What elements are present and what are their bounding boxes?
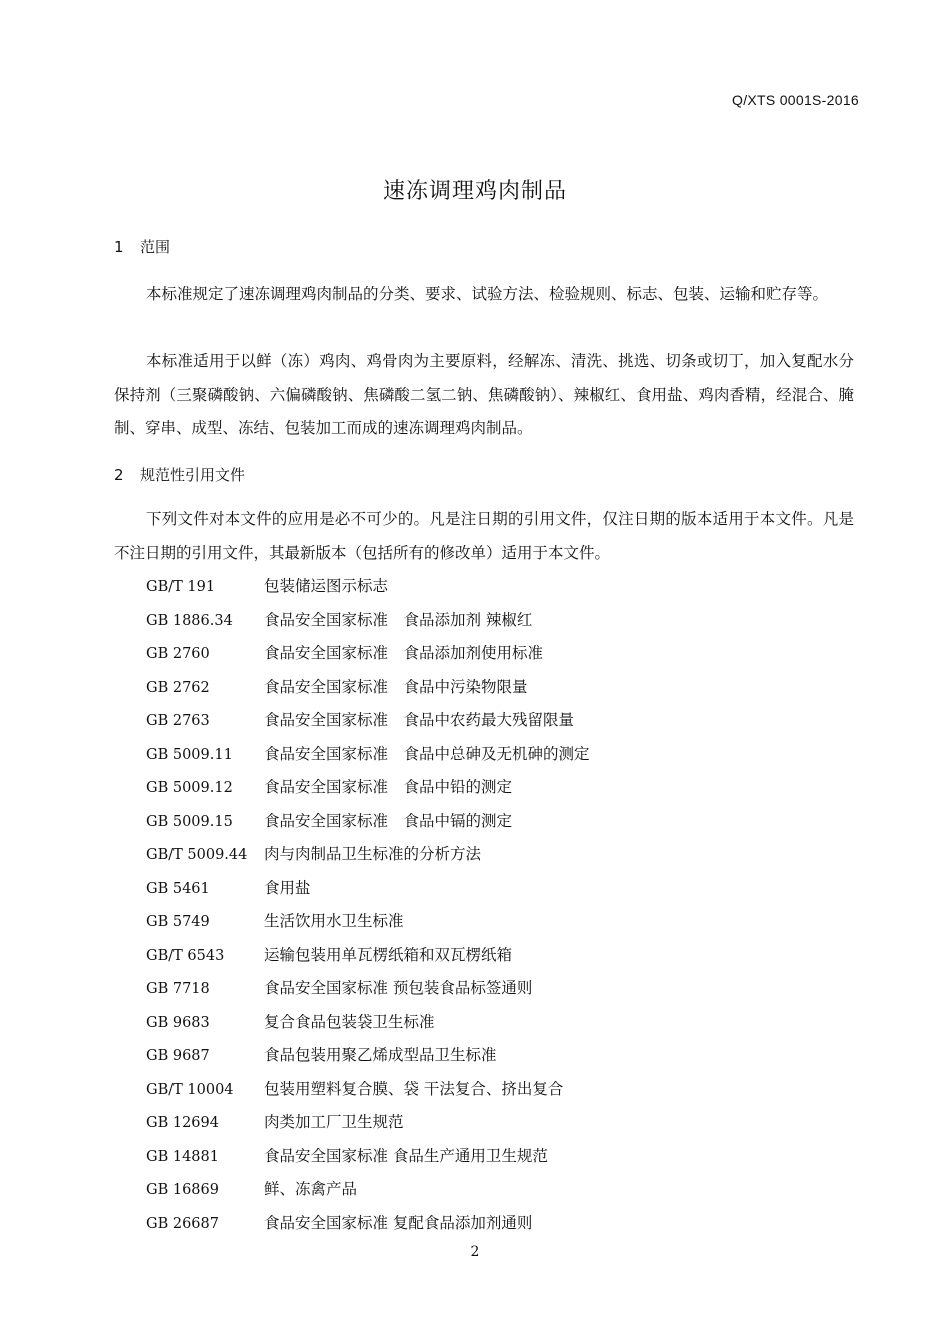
scope-paragraph-1: 本标准规定了速冻调理鸡肉制品的分类、要求、试验方法、检验规则、标志、包装、运输和贮存等。 <box>146 285 829 303</box>
reference-code: GB 2760 <box>146 646 210 662</box>
reference-title: 肉与肉制品卫生标准的分析方法 <box>264 845 482 863</box>
reference-title: 食用盐 <box>264 878 311 897</box>
reference-title: 食品安全国家标准 食品中镉的测定 <box>264 811 513 830</box>
reference-item <box>146 1173 590 1207</box>
reference-title: 食品安全国家标准 预包装食品标签通则 <box>264 979 533 997</box>
reference-code: GB 5749 <box>146 914 210 930</box>
reference-code: GB 5009.15 <box>146 813 233 830</box>
reference-code: GB 26687 <box>146 1215 219 1232</box>
reference-code: GB/T 6543 <box>146 947 225 964</box>
reference-title: 食品包装用聚乙烯成型品卫生标准 <box>264 1046 497 1064</box>
reference-item <box>146 972 590 1006</box>
section-heading-normative-references <box>114 464 245 485</box>
reference-item <box>146 570 590 604</box>
reference-code: GB 16869 <box>146 1182 219 1198</box>
reference-code: GB 1886.34 <box>146 612 233 629</box>
reference-item <box>146 637 590 671</box>
reference-item <box>146 1106 590 1140</box>
reference-title: 复合食品包装袋卫生标准 <box>264 1012 435 1031</box>
scope-paragraph-2: 本标准适用于以鲜（冻）鸡肉、鸡骨肉为主要原料，经解冻、清洗、挑选、切条或切丁，加入复配水分保持剂（三聚磷酸钠、六偏磷酸钠、焦磷酸二氢二钠、焦磷酸钠）、辣椒红、食用盐、鸡肉香精，经混合、腌制、穿串、成型、冻结、包装加工而成的速冻调理鸡肉制品。 <box>114 352 854 437</box>
reference-code: GB 5461 <box>146 880 210 897</box>
section-title: 规范性引用文件 <box>140 466 246 484</box>
reference-title: 食品安全国家标准 食品添加剂 辣椒红 <box>264 610 533 629</box>
reference-title: 运输包装用单瓦楞纸箱和双瓦楞纸箱 <box>264 945 513 964</box>
reference-item <box>146 1207 590 1241</box>
section-number: 2 <box>114 466 124 484</box>
reference-item <box>146 805 590 839</box>
reference-item <box>146 872 590 906</box>
page-number: 2 <box>470 1244 480 1260</box>
reference-code: GB/T 5009.44 <box>146 847 248 863</box>
references-intro-paragraph: 下列文件对本文件的应用是必不可少的。凡是注日期的引用文件，仅注日期的版本适用于本文件。凡是不注日期的引用文件，其最新版本（包括所有的修改单）适用于本文件。 <box>114 510 854 562</box>
reference-item <box>146 1039 590 1073</box>
reference-code: GB 2763 <box>146 713 210 729</box>
reference-code: GB 14881 <box>146 1148 219 1165</box>
reference-code: GB 2762 <box>146 679 210 696</box>
reference-item <box>146 604 590 638</box>
reference-code: GB 12694 <box>146 1115 219 1131</box>
reference-item <box>146 771 590 805</box>
reference-list <box>146 570 590 1240</box>
reference-item <box>146 939 590 973</box>
reference-title: 食品安全国家标准 食品添加剂使用标准 <box>264 644 544 662</box>
reference-title: 生活饮用水卫生标准 <box>264 912 404 930</box>
standard-code: Q/XTS 0001S-2016 <box>732 92 859 108</box>
reference-title: 包装用塑料复合膜、袋 干法复合、挤出复合 <box>264 1079 564 1098</box>
section-heading-scope <box>114 236 170 257</box>
reference-item <box>146 905 590 939</box>
reference-item <box>146 1073 590 1107</box>
reference-title: 肉类加工厂卫生规范 <box>264 1113 404 1131</box>
reference-title: 食品安全国家标准 食品生产通用卫生规范 <box>264 1146 548 1165</box>
reference-code: GB/T 191 <box>146 579 216 595</box>
reference-title: 食品安全国家标准 食品中总砷及无机砷的测定 <box>264 744 590 763</box>
document-title: 速冻调理鸡肉制品 <box>382 179 567 204</box>
reference-code: GB/T 10004 <box>146 1081 234 1098</box>
reference-title: 食品安全国家标准 复配食品添加剂通则 <box>264 1213 533 1232</box>
reference-title: 食品安全国家标准 食品中农药最大残留限量 <box>264 711 575 729</box>
reference-item <box>146 838 590 872</box>
reference-item <box>146 1006 590 1040</box>
section-title: 范围 <box>140 238 171 256</box>
reference-title: 食品安全国家标准 食品中铅的测定 <box>264 778 513 796</box>
reference-item <box>146 671 590 705</box>
reference-title: 鲜、冻禽产品 <box>264 1180 358 1198</box>
reference-code: GB 5009.12 <box>146 780 233 796</box>
reference-code: GB 7718 <box>146 981 210 997</box>
reference-title: 包装储运图示标志 <box>264 577 389 595</box>
reference-item <box>146 738 590 772</box>
reference-code: GB 5009.11 <box>146 746 233 763</box>
reference-code: GB 9683 <box>146 1014 210 1031</box>
section-number: 1 <box>114 238 124 256</box>
reference-title: 食品安全国家标准 食品中污染物限量 <box>264 677 528 696</box>
reference-item <box>146 1140 590 1174</box>
reference-item <box>146 704 590 738</box>
reference-code: GB 9687 <box>146 1048 210 1064</box>
